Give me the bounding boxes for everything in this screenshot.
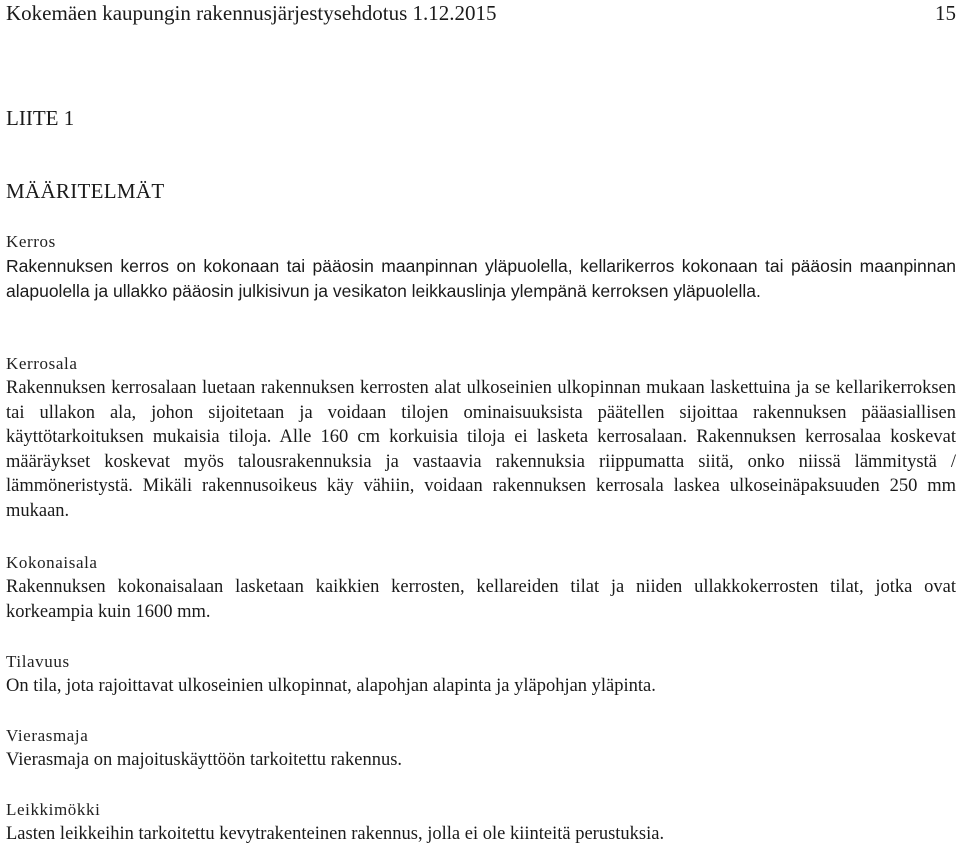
definition-term: Kokonaisala — [6, 553, 98, 572]
page-header — [6, 0, 956, 28]
page-number: 15 — [935, 1, 956, 25]
definition-kokonaisala — [6, 551, 956, 624]
definition-tilavuus — [6, 650, 956, 699]
definition-text: Rakennuksen kerrosalaan luetaan rakennuksen kerrosten alat ulkoseinien ulkopinnan mukaan laskettuina ja se kellarikerroksen tai ullakon ala, johon sijoitetaan ja voidaan tilojen ominaisuuksista päätellen sijoittaa rakennuksen pääasiallisen käyttötarkoituksen mukaisia tiloja. Alle 160 cm korkuisia tiloja ei lasketa kerrosalaan. Rakennuksen kerrosalaa koskevat määräykset koskevat myös talousrakennuksia ja vastaavia rakennuksia riippumatta siitä, onko niissä lämmitystä / lämmöneristystä. Mikäli rakennusoikeus käy vähiin, voidaan rakennuksen kerrosala laskea ulkoseinäpaksuuden 250 mm mukaan. — [6, 378, 956, 521]
definition-kerros — [6, 230, 956, 303]
definition-term: Kerros — [6, 232, 56, 251]
definition-text: Rakennuksen kokonaisalaan lasketaan kaikkien kerrosten, kellareiden tilat ja niiden ullakkokerrosten tilat, jotka ovat korkeampia kuin 1600 mm. — [6, 577, 956, 622]
definition-kerrosala — [6, 352, 956, 523]
definition-term: Kerrosala — [6, 354, 78, 373]
definitions-heading: MÄÄRITELMÄT — [6, 179, 165, 203]
definition-text: Lasten leikkeihin tarkoitettu kevytrakenteinen rakennus, jolla ei ole kiinteitä perustuksia. — [6, 824, 665, 844]
definition-text: On tila, jota rajoittavat ulkoseinien ulkopinnat, alapohjan alapinta ja yläpohjan yläpinta. — [6, 676, 656, 696]
definition-vierasmaja — [6, 724, 956, 773]
definition-term: Vierasmaja — [6, 726, 89, 745]
document-page — [6, 0, 956, 844]
definition-term: Tilavuus — [6, 652, 70, 671]
definition-text: Vierasmaja on majoituskäyttöön tarkoitettu rakennus. — [6, 750, 403, 770]
document-title: Kokemäen kaupungin rakennusjärjestysehdotus 1.12.2015 — [6, 1, 497, 25]
definition-term: Leikkimökki — [6, 800, 101, 819]
definition-text: Rakennuksen kerros on kokonaan tai pääosin maanpinnan yläpuolella, kellarikerros kokonaan tai pääosin maanpinnan alapuolella ja ullakko pääosin julkisivun ja vesikaton leikkauslinja ylempänä kerroksen yläpuolella. — [6, 256, 956, 301]
definition-leikkimokki — [6, 798, 956, 847]
appendix-heading: LIITE 1 — [6, 106, 75, 130]
